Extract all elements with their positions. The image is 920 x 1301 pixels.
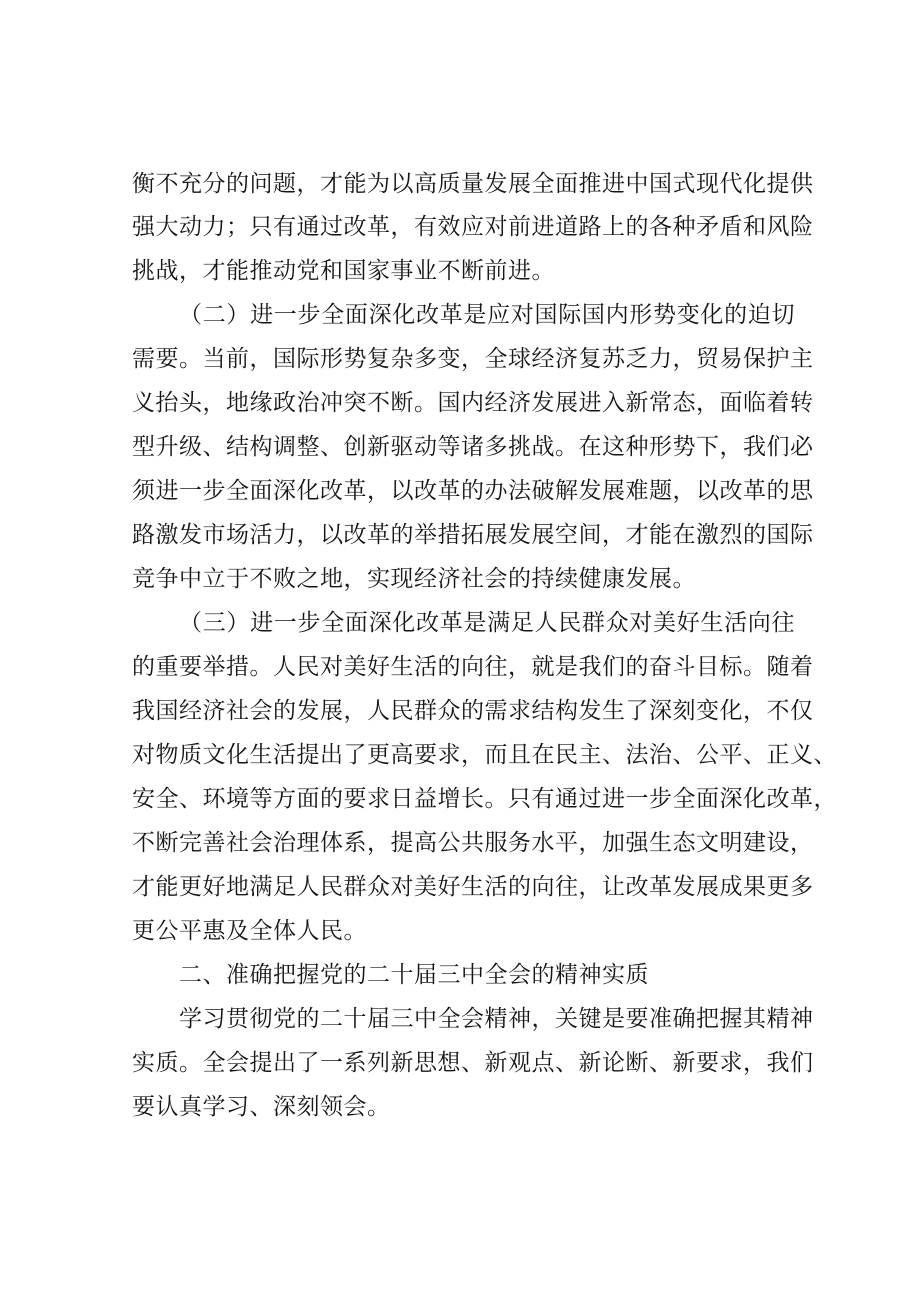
text-line-15: 安全、环境等方面的要求日益增长。只有通过进一步全面深化改革， (132, 786, 837, 812)
section-heading-3: （三）进一步全面深化改革是满足人民群众对美好生活向往 (179, 610, 795, 636)
text-line-14: 对物质文化生活提出了更高要求，而且在民主、法治、公平、正义、 (132, 742, 837, 768)
text-line-12: 的重要举措。人民对美好生活的向往，就是我们的奋斗目标。随着 (132, 654, 814, 680)
section-heading-2: （二）进一步全面深化改革是应对国际国内形势变化的迫切 (179, 302, 795, 328)
text-line-18: 更公平惠及全体人民。 (132, 918, 367, 944)
text-line-21: 实质。全会提出了一系列新思想、新观点、新论断、新要求，我们 (132, 1050, 814, 1076)
text-line-17: 才能更好地满足人民群众对美好生活的向往，让改革发展成果更多 (132, 874, 814, 900)
text-line-07: 型升级、结构调整、创新驱动等诸多挑战。在这种形势下，我们必 (132, 434, 814, 460)
text-line-09: 路激发市场活力，以改革的举措拓展发展空间，才能在激烈的国际 (132, 522, 814, 548)
text-line-10: 竞争中立于不败之地，实现经济社会的持续健康发展。 (132, 566, 696, 592)
text-line-16: 不断完善社会治理体系，提高公共服务水平，加强生态文明建设， (132, 830, 814, 856)
text-line-13: 我国经济社会的发展，人民群众的需求结构发生了深刻变化，不仅 (132, 698, 814, 724)
text-line-01: 衡不充分的问题，才能为以高质量发展全面推进中国式现代化提供 (132, 171, 814, 197)
text-line-05: 需要。当前，国际形势复杂多变，全球经济复苏乏力，贸易保护主 (132, 346, 814, 372)
text-line-08: 须进一步全面深化改革，以改革的办法破解发展难题，以改革的思 (132, 478, 814, 504)
text-line-20: 学习贯彻党的二十届三中全会精神，关键是要准确把握其精神 (179, 1006, 814, 1032)
text-line-22: 要认真学习、深刻领会。 (132, 1094, 391, 1120)
text-line-02: 强大动力；只有通过改革，有效应对前进道路上的各种矛盾和风险 (132, 214, 814, 240)
text-line-06: 义抬头，地缘政治冲突不断。国内经济发展进入新常态，面临着转 (132, 390, 814, 416)
text-line-03: 挑战，才能推动党和国家事业不断前进。 (132, 258, 555, 284)
chapter-heading: 二、准确把握党的二十届三中全会的精神实质 (179, 962, 649, 988)
